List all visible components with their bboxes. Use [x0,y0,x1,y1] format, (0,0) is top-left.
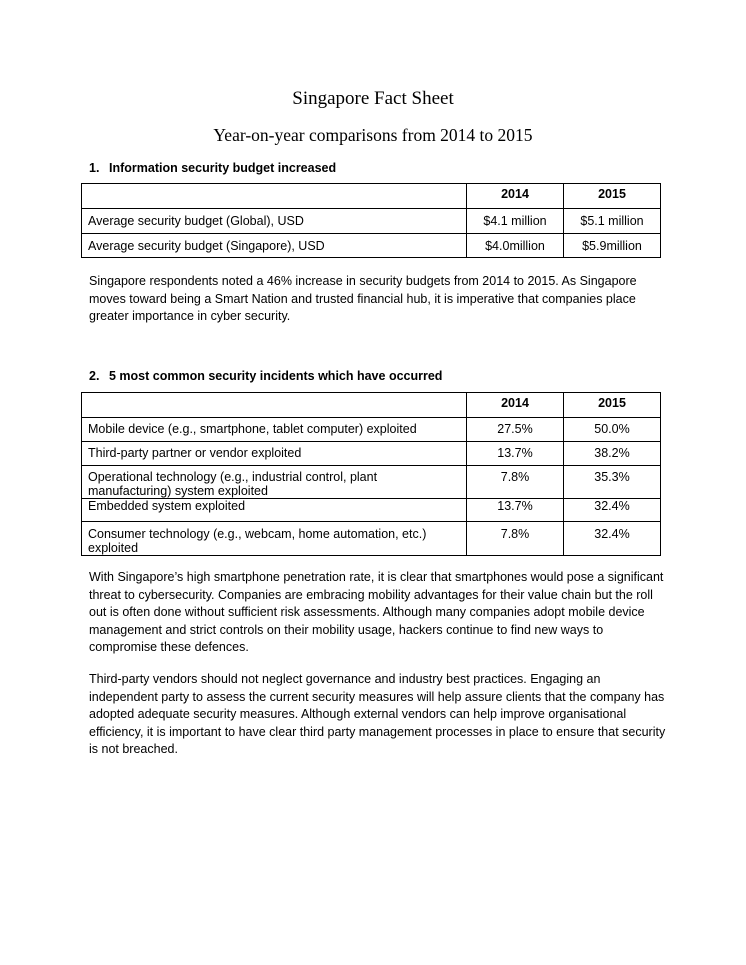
value-2014: 13.7% [467,499,564,522]
table-row [82,234,661,258]
column-header-2015: 2015 [564,393,661,418]
table-header-empty [82,184,467,209]
page-title: Singapore Fact Sheet [292,88,454,109]
value-2015: $5.1 million [564,209,661,234]
row-label: Operational technology (e.g., industrial control, plant manufacturing) system exploited [82,466,467,499]
section-1-heading [89,161,336,176]
column-header-2015: 2015 [564,184,661,209]
budget-paragraph: Singapore respondents noted a 46% increase in security budgets from 2014 to 2015. As Singapore moves toward being a Smart Nation and trusted financial hub, it is imperative that companies place greater importance in cyber security. [89,274,637,323]
value-2015: 32.4% [564,522,661,556]
table-header-row [82,393,661,418]
table-row [82,418,661,442]
security-budget-table [81,183,661,258]
row-label: Consumer technology (e.g., webcam, home automation, etc.) exploited [82,522,467,556]
row-label: Average security budget (Singapore), USD [82,234,467,258]
value-2015: $5.9million [564,234,661,258]
table-row [82,522,661,556]
row-label: Mobile device (e.g., smartphone, tablet computer) exploited [82,418,467,442]
value-2015: 32.4% [564,499,661,522]
value-2015: 50.0% [564,418,661,442]
column-header-2014: 2014 [467,393,564,418]
value-2014: 7.8% [467,466,564,499]
page-subtitle: Year-on-year comparisons from 2014 to 2015 [213,125,533,145]
section-1-number: 1. [89,161,100,175]
table-row [82,499,661,522]
third-party-paragraph: Third-party vendors should not neglect governance and industry best practices. Engaging an independent party to assess the current security measures will help assure clients that the company has adopted adequate security measures. Although external vendors can help improve organisational efficiency, it is important to have clear third party management processes in place to ensure that security is not breached. [89,672,666,756]
value-2014: 27.5% [467,418,564,442]
table-row [82,209,661,234]
section-1-title: Information security budget increased [109,161,337,175]
value-2015: 38.2% [564,442,661,466]
section-2-heading [89,369,442,384]
section-2-number: 2. [89,369,100,383]
smartphone-paragraph: With Singapore’s high smartphone penetration rate, it is clear that smartphones would pose a significant threat to cybersecurity. Companies are embracing mobility advantages for their value chain but the roll out is often done without sufficient risk assessments. Although many companies adopt mobile device management and strict controls on their mobility usage, hackers continue to find new ways to compromise these defences. [89,570,664,654]
value-2014: $4.1 million [467,209,564,234]
table-header-row [82,184,661,209]
value-2014: $4.0million [467,234,564,258]
row-label: Average security budget (Global), USD [82,209,467,234]
value-2014: 7.8% [467,522,564,556]
table-row [82,466,661,499]
security-incidents-table [81,392,661,556]
section-2-title: 5 most common security incidents which have occurred [109,369,443,383]
value-2015: 35.3% [564,466,661,499]
column-header-2014: 2014 [467,184,564,209]
value-2014: 13.7% [467,442,564,466]
row-label: Third-party partner or vendor exploited [82,442,467,466]
table-header-empty [82,393,467,418]
table-row [82,442,661,466]
row-label: Embedded system exploited [82,499,467,522]
